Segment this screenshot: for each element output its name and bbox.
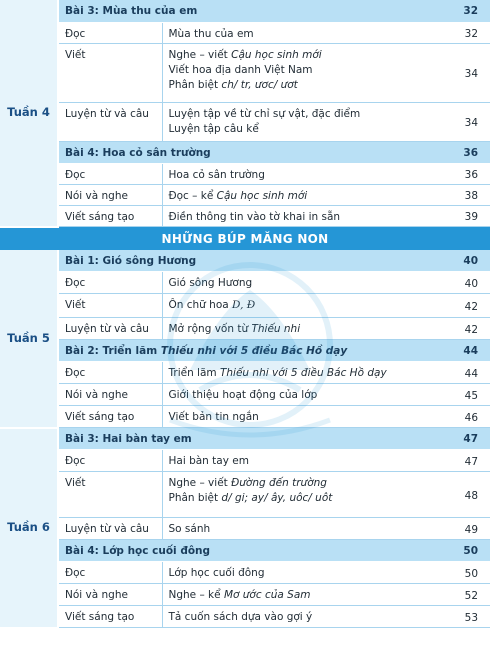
activity-content: Viết bản tin ngắn — [162, 406, 446, 428]
activity-row — [0, 102, 490, 141]
theme-title: NHỮNG BÚP MĂNG NON — [0, 227, 490, 250]
activity-content: So sánh — [162, 518, 446, 540]
activity-type: Nói và nghe — [58, 184, 162, 205]
script-letters: D, Đ — [232, 299, 256, 311]
activity-type: Luyện từ và câu — [58, 518, 162, 540]
activity-row — [0, 272, 490, 294]
activity-type: Đọc — [58, 163, 162, 184]
activity-row — [0, 294, 490, 318]
lesson-title: Bài 3: Mùa thu của em — [58, 0, 446, 22]
activity-row — [0, 472, 490, 518]
content-title: Thiếu nhi — [251, 323, 301, 335]
activity-content: Mùa thu của em — [162, 22, 446, 43]
lesson-page: 50 — [446, 540, 490, 562]
lesson-row — [0, 141, 490, 163]
activity-type: Luyện từ và câu — [58, 318, 162, 340]
activity-content — [162, 318, 446, 340]
activity-type: Viết — [58, 472, 162, 518]
activity-page: 53 — [446, 606, 490, 628]
activity-type: Luyện từ và câu — [58, 102, 162, 141]
activity-content: Giới thiệu hoạt động của lớp — [162, 384, 446, 406]
activity-type: Nói và nghe — [58, 384, 162, 406]
activity-content — [162, 184, 446, 205]
content-text: Luyện tập về từ chỉ sự vật, đặc điểm — [168, 107, 361, 120]
content-text: Ôn chữ hoa — [168, 299, 233, 311]
lesson-title: Bài 1: Gió sông Hương — [58, 250, 446, 272]
activity-page: 44 — [446, 362, 490, 384]
content-title: Cậu học sinh mới — [231, 48, 322, 61]
activity-page: 45 — [446, 384, 490, 406]
activity-content: Lớp học cuối đông — [162, 562, 446, 584]
activity-row — [0, 362, 490, 384]
content-text: Viết hoa địa danh Việt Nam — [168, 63, 313, 76]
lesson-row — [0, 0, 490, 22]
activity-page: 42 — [446, 294, 490, 318]
lesson-row — [0, 540, 490, 562]
content-text: Nghe – kể — [168, 589, 224, 601]
theme-row — [0, 227, 490, 250]
week-label: Tuần 4 — [0, 0, 58, 227]
content-text: Mở rộng vốn từ — [168, 323, 252, 335]
activity-type: Đọc — [58, 272, 162, 294]
activity-row — [0, 584, 490, 606]
activity-row — [0, 384, 490, 406]
content-title: d/ gi; ay/ ây, uôc/ uôt — [221, 492, 333, 504]
week-label: Tuần 5 — [0, 250, 58, 428]
activity-content: Hai bàn tay em — [162, 450, 446, 472]
activity-page: 36 — [446, 163, 490, 184]
content-text: Nghe – viết — [168, 48, 232, 61]
content-text: Luyện tập câu kể — [168, 122, 259, 135]
activity-row — [0, 163, 490, 184]
activity-page: 46 — [446, 406, 490, 428]
activity-row — [0, 318, 490, 340]
activity-page: 34 — [446, 43, 490, 102]
activity-page: 39 — [446, 205, 490, 226]
content-title: Đường đến trường — [231, 477, 327, 489]
activity-type: Viết sáng tạo — [58, 205, 162, 226]
activity-type: Viết sáng tạo — [58, 406, 162, 428]
activity-row — [0, 606, 490, 628]
activity-content — [162, 294, 446, 318]
activity-content: Hoa cỏ sân trường — [162, 163, 446, 184]
content-title: Thiếu nhi với 5 điều Bác Hồ dạy — [219, 367, 387, 379]
lesson-row — [0, 250, 490, 272]
activity-row — [0, 450, 490, 472]
activity-row — [0, 406, 490, 428]
content-title: Cậu học sinh mới — [216, 189, 308, 202]
content-text: Phân biệt — [168, 78, 222, 91]
lesson-page: 44 — [446, 340, 490, 362]
activity-content — [162, 362, 446, 384]
lesson-title: Bài 3: Hai bàn tay em — [58, 428, 446, 450]
activity-content: Điền thông tin vào tờ khai in sẵn — [162, 205, 446, 226]
activity-page: 40 — [446, 272, 490, 294]
lesson-row — [0, 340, 490, 362]
activity-content — [162, 43, 446, 102]
lesson-title — [58, 340, 446, 362]
activity-row — [0, 184, 490, 205]
content-text: Đọc – kể — [168, 189, 217, 202]
activity-page: 52 — [446, 584, 490, 606]
lesson-title: Bài 4: Lớp học cuối đông — [58, 540, 446, 562]
activity-page: 48 — [446, 472, 490, 518]
activity-row — [0, 562, 490, 584]
activity-type: Đọc — [58, 22, 162, 43]
lesson-row — [0, 428, 490, 450]
activity-page: 50 — [446, 562, 490, 584]
content-text: Triển lãm — [168, 367, 220, 379]
activity-page: 42 — [446, 318, 490, 340]
lesson-page: 32 — [446, 0, 490, 22]
lesson-page: 47 — [446, 428, 490, 450]
activity-page: 38 — [446, 184, 490, 205]
content-title: ch/ tr, ươc/ ươt — [221, 78, 298, 91]
lesson-title-italic: Thiếu nhi với 5 điều Bác Hồ dạy — [160, 345, 348, 357]
activity-row — [0, 518, 490, 540]
activity-type: Đọc — [58, 362, 162, 384]
lesson-title-text: Bài 2: Triển lãm — [65, 345, 161, 357]
content-text: Phân biệt — [168, 492, 222, 504]
week-label: Tuần 6 — [0, 428, 58, 628]
activity-type: Viết — [58, 294, 162, 318]
activity-row — [0, 43, 490, 102]
activity-row — [0, 205, 490, 226]
content-text: Nghe – viết — [168, 477, 232, 489]
activity-content — [162, 472, 446, 518]
lesson-page: 36 — [446, 141, 490, 163]
activity-content — [162, 102, 446, 141]
lesson-title: Bài 4: Hoa cỏ sân trường — [58, 141, 446, 163]
activity-page: 32 — [446, 22, 490, 43]
activity-content: Gió sông Hương — [162, 272, 446, 294]
activity-content — [162, 584, 446, 606]
activity-page: 34 — [446, 102, 490, 141]
lesson-page: 40 — [446, 250, 490, 272]
activity-type: Đọc — [58, 562, 162, 584]
activity-row — [0, 22, 490, 43]
activity-type: Viết — [58, 43, 162, 102]
activity-type: Viết sáng tạo — [58, 606, 162, 628]
activity-content: Tả cuốn sách dựa vào gợi ý — [162, 606, 446, 628]
activity-page: 47 — [446, 450, 490, 472]
activity-type: Nói và nghe — [58, 584, 162, 606]
activity-page: 49 — [446, 518, 490, 540]
activity-type: Đọc — [58, 450, 162, 472]
content-title: Mơ ước của Sam — [223, 589, 311, 601]
